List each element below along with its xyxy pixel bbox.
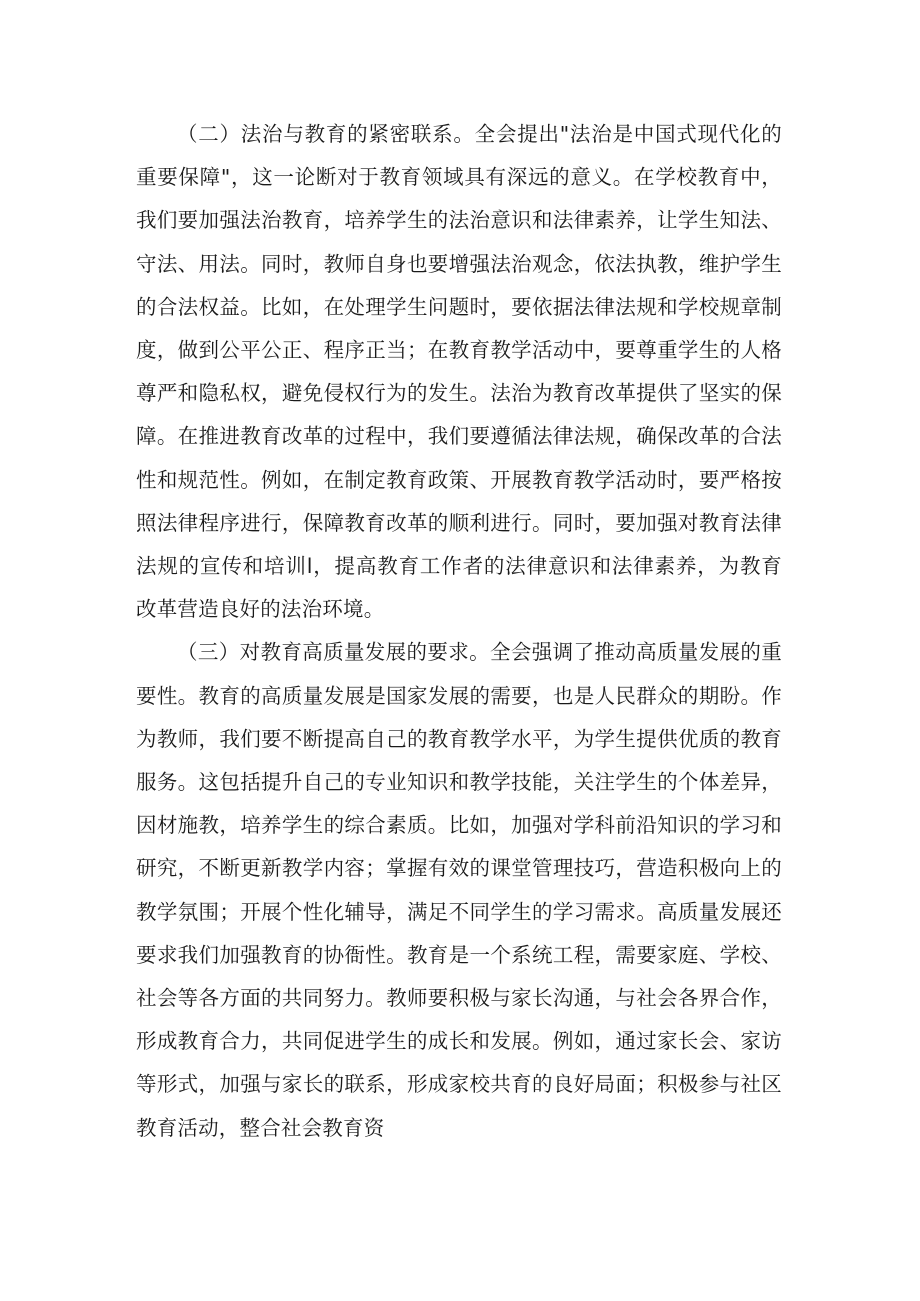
paragraph-rule-of-law: （二）法治与教育的紧密联系。全会提出"法治是中国式现代化的重要保障"，这一论断对于教育领域具有深远的意义。在学校教育中，我们要加强法治教育，培养学生的法治意识和法律素养，让学生知法、守法、用法。同时，教师自身也要增强法治观念，依法执教，维护学生的合法权益。比如，在处理学生问题时，要依据法律法规和学校规章制度，做到公平公正、程序正当；在教育教学活动中，要尊重学生的人格尊严和隐私权，避免侵权行为的发生。法治为教育改革提供了坚实的保障。在推进教育改革的过程中，我们要遵循法律法规，确保改革的合法性和规范性。例如，在制定教育政策、开展教育教学活动时，要严格按照法律程序进行，保障教育改革的顺利进行。同时，要加强对教育法律法规的宣传和培训l，提高教育工作者的法律意识和法律素养，为教育改革营造良好的法治环境。 (136, 122, 782, 622)
paragraph-high-quality-development: （三）对教育高质量发展的要求。全会强调了推动高质量发展的重要性。教育的高质量发展是国家发展的需要，也是人民群众的期盼。作为教师，我们要不断提高自己的教育教学水平，为学生提供优质的教育服务。这包括提升自己的专业知识和教学技能，关注学生的个体差异，因材施教，培养学生的综合素质。比如，加强对学科前沿知识的学习和研究，不断更新教学内容；掌握有效的课堂管理技巧，营造积极向上的教学氛围；开展个性化辅导，满足不同学生的学习需求。高质量发展还要求我们加强教育的协衙性。教育是一个系统工程，需要家庭、学校、社会等各方面的共同努力。教师要积极与家长沟通，与社会各界合作，形成教育合力，共同促进学生的成长和发展。例如，通过家长会、家访等形式，加强与家长的联系，形成家校共育的良好局面；积极参与社区教育活动，整合社会教育资 (136, 640, 782, 1140)
document-body (136, 113, 782, 1150)
